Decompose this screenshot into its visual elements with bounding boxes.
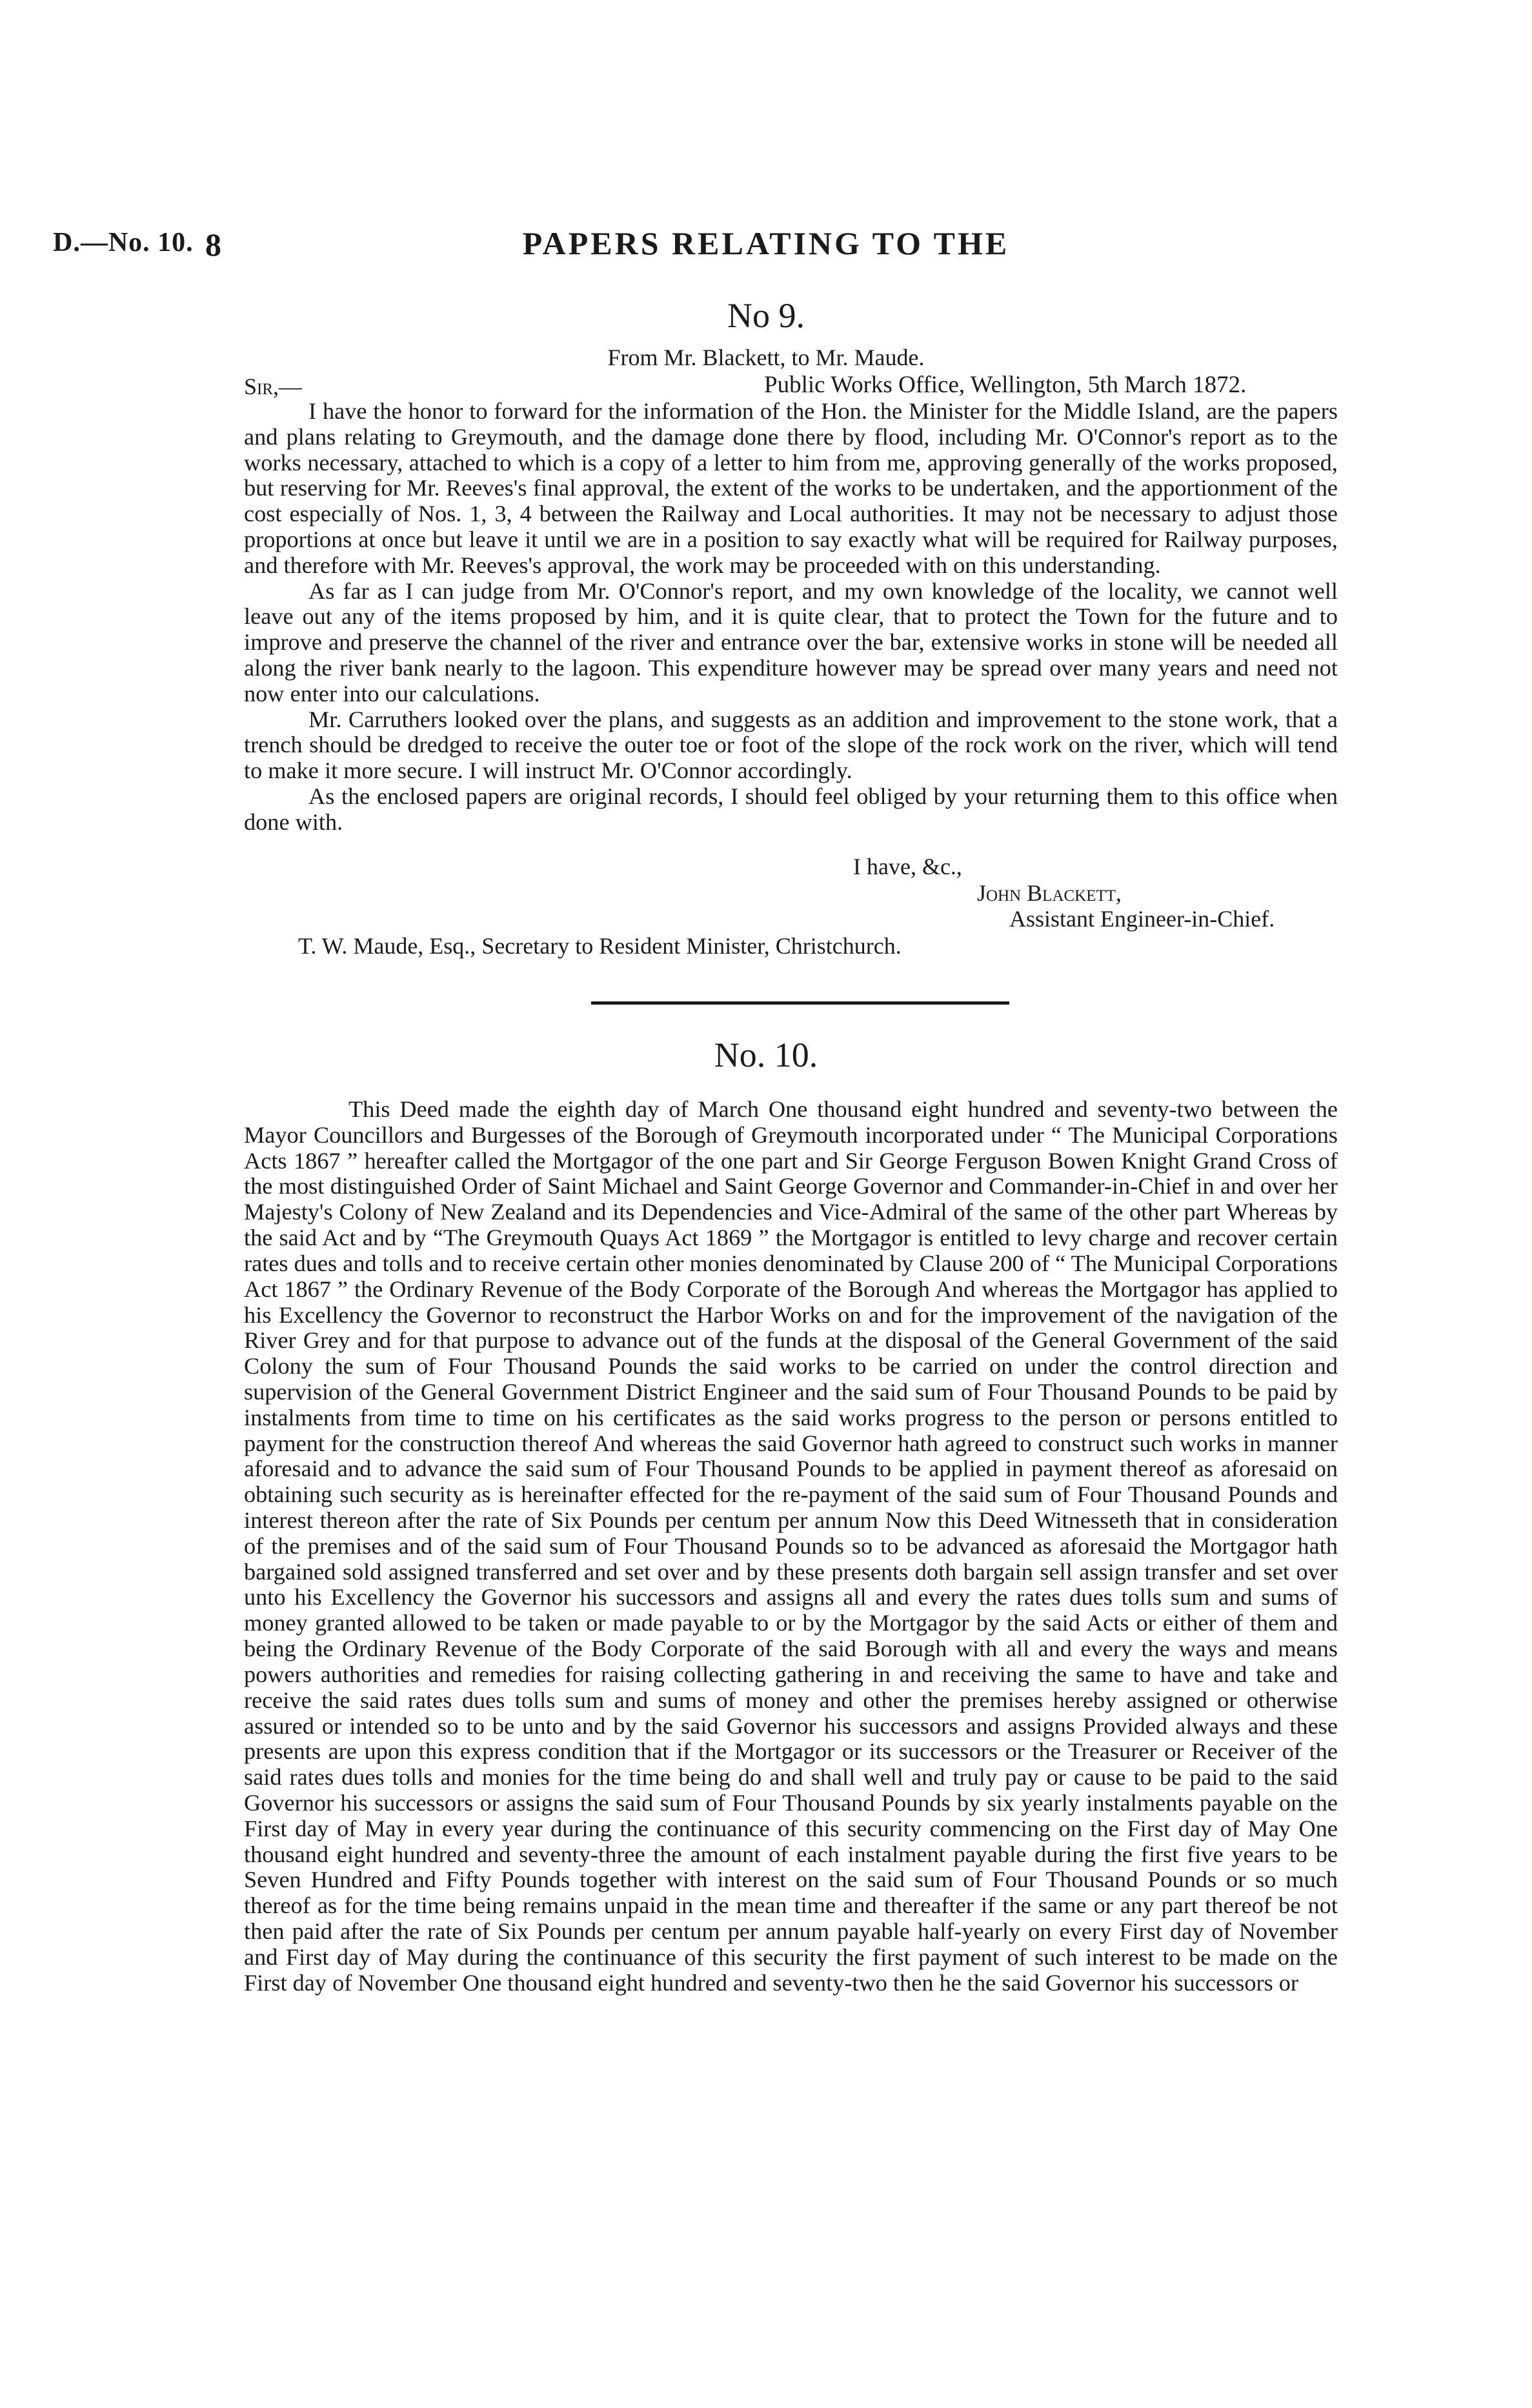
running-title: PAPERS RELATING TO THE (522, 225, 1010, 261)
document-reference: D.—No. 10. (53, 228, 194, 257)
section-divider (591, 1001, 1009, 1005)
addressee: T. W. Maude, Esq., Secretary to Resident Minister, Christchurch. (298, 933, 902, 959)
deed-body (244, 1097, 1338, 1996)
closing: I have, &c., (853, 854, 962, 879)
letter-paragraph: I have the honor to forward for the information of the Hon. the Minister for the Middle Island, are the papers and plans relating to Greymouth, and the damage done there by flood, including Mr. O'Connor's report as to the works necessary, attached to which is a copy of a letter to him from me, approving generally of the works proposed, but reserving for Mr. Reeves's final approval, the extent of the works to be undertaken, and the apportionment of the cost especially of Nos. 1, 3, 4 between the Railway and Local authorities. It may not be necessary to adjust those proportions at once but leave it until we are in a position to say exactly what will be required for Railway purposes, and therefore with Mr. Reeves's approval, the work may be proceeded with on this understanding. (244, 398, 1338, 578)
letter-paragraph: Mr. Carruthers looked over the plans, and suggests as an addition and improvement to the stone work, that a trench should be dredged to receive the outer toe or foot of the slope of the rock work on the river, which will tend to make it more secure. I will instruct Mr. O'Connor accordingly. (244, 706, 1338, 784)
salutation: Sir,— (244, 374, 303, 399)
letter-from-line: From Mr. Blackett, to Mr. Maude. (607, 345, 925, 370)
letter-heading: No 9. (727, 296, 805, 335)
signature-name: John Blackett, (977, 880, 1122, 906)
page-number: 8 (205, 226, 221, 263)
letter-paragraph: As the enclosed papers are original records, I should feel obliged by your returning them to this office when done with. (244, 783, 1338, 835)
deed-heading: No. 10. (714, 1036, 818, 1074)
place-date: Public Works Office, Wellington, 5th March 1872. (764, 372, 1247, 398)
signature-title: Assistant Engineer-in-Chief. (1009, 906, 1275, 932)
deed-paragraph: This Deed made the eighth day of March One thousand eight hundred and seventy-two between the Mayor Councillors and Burgesses of the Borough of Greymouth incorporated under “ The Municipal Corporations Acts 1867 ” hereafter called the Mortgagor of the one part and Sir George Ferguson Bowen Knight Grand Cross of the most distinguished Order of Saint Michael and Saint George Governor and Commander-in-Chief in and over her Majesty's Colony of New Zealand and its Dependencies and Vice-Admiral of the same of the other part Whereas by the said Act and by “The Greymouth Quays Act 1869 ” the Mortgagor is entitled to levy charge and recover certain rates dues and tolls and to receive certain other monies denominated by Clause 200 of “ The Municipal Corporations Act 1867 ” the Ordinary Revenue of the Body Corporate of the Borough And whereas the Mortgagor has applied to his Excellency the Governor to reconstruct the Harbor Works on and for the improvement of the navigation of the River Grey and for that purpose to advance out of the funds at the disposal of the General Government of the said Colony the sum of Four Thousand Pounds the said works to be carried on under the control direction and supervision of the General Government District Engineer and the said sum of Four Thousand Pounds to be paid by instalments from time to time on his certificates as the said works progress to the person or persons entitled to payment for the construction thereof And whereas the said Governor hath agreed to construct such works in manner aforesaid and to advance the said sum of Four Thousand Pounds to be applied in payment thereof as aforesaid on obtaining such security as is hereinafter effected for the re-payment of the said sum of Four Thousand Pounds and interest thereon after the rate of Six Pounds per centum per annum Now this Deed Witnesseth that in consideration of the premises and of the said sum of Four Thousand Pounds so to be advanced as aforesaid the Mortgagor hath bargained sold assigned transferred and set over and by these presents doth bargain sell assign transfer and set over unto his Excellency the Governor his successors and assigns all and every the rates dues tolls sum and sums of money granted allowed to be taken or made payable to or by the Mortgagor by the said Acts or either of them and being the Ordinary Revenue of the Body Corporate of the said Borough with all and every the ways and means powers authorities and remedies for raising collecting gathering in and receiving the same to have and take and receive the said rates dues tolls sum and sums of money and other the premises hereby assigned or otherwise assured or intended so to be unto and by the said Governor his successors and assigns Provided always and these presents are upon this express condition that if the Mortgagor or its successors or the Treasurer or Receiver of the said rates dues tolls and monies for the time being do and shall well and truly pay or cause to be paid to the said Governor his successors or assigns the said sum of Four Thousand Pounds by six yearly instalments payable on the First day of May in every year during the continuance of this security commencing on the First day of May One thousand eight hundred and seventy-three the amount of each instalment payable during the first five years to be Seven Hundred and Fifty Pounds together with interest on the said sum of Four Thousand Pounds or so much thereof as for the time being remains unpaid in the mean time and thereafter if the same or any part thereof be not then paid after the rate of Six Pounds per centum per annum payable half-yearly on every First day of November and First day of May during the continuance of this security the first payment of such interest to be made on the First day of November One thousand eight hundred and seventy-two then he the said Governor his successors or (244, 1096, 1338, 1996)
letter-body (244, 399, 1338, 836)
letter-paragraph: As far as I can judge from Mr. O'Connor's report, and my own knowledge of the locality, we cannot well leave out any of the items proposed by him, and it is quite clear, that to protect the Town for the future and to improve and preserve the channel of the river and entrance over the bar, extensive works in stone will be needed all along the river bank nearly to the lagoon. This expenditure however may be spread over many years and need not now enter into our calculations. (244, 577, 1338, 707)
